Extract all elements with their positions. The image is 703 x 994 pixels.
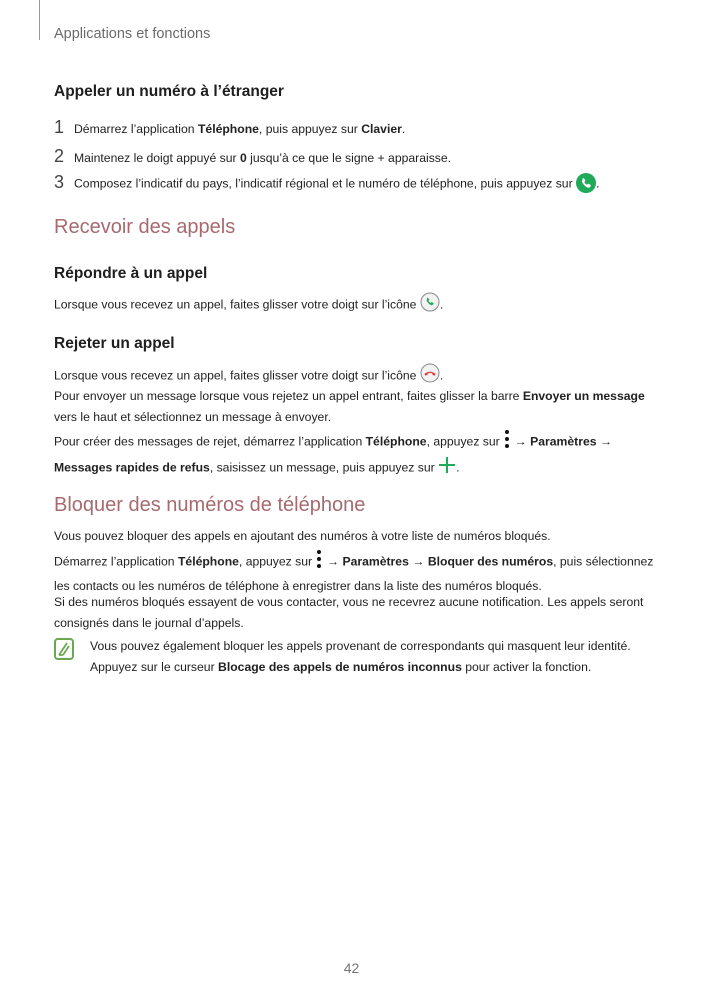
heading-block-numbers: Bloquer des numéros de téléphone xyxy=(54,494,366,516)
running-header: Applications et fonctions xyxy=(54,26,211,42)
block-intro-text: Vous pouvez bloquer des appels en ajoutant des numéros à votre liste de numéros bloqués. xyxy=(54,529,551,543)
answer-call-text: Lorsque vous recevez un appel, faites glisser votre doigt sur l’icône . xyxy=(54,292,654,319)
add-icon xyxy=(438,456,456,481)
create-reject-messages-text: Pour créer des messages de rejet, démarrez l’application Téléphone, appuyez sur → Paramètres → Messages rapides de refus, saisissez un message, puis appuyez sur . xyxy=(54,429,654,480)
page-number: 42 xyxy=(343,960,360,976)
block-notification-text: Si des numéros bloqués essayent de vous contacter, vous ne recevrez aucune notification. Les appels seront consignés dans le journal d’appels. xyxy=(54,595,644,630)
step-2: 2 Maintenez le doigt appuyé sur 0 jusqu’à ce que le signe + apparaisse. xyxy=(54,146,452,166)
step-1: 1 Démarrez l’application Téléphone, puis appuyez sur Clavier. xyxy=(54,117,406,137)
heading-answer-call: Répondre à un appel xyxy=(54,265,208,282)
note-pencil-icon xyxy=(54,638,74,665)
answer-call-icon xyxy=(420,292,440,319)
note-text: Vous pouvez également bloquer les appels provenant de correspondants qui masquent leur identité. Appuyez sur le curseur Blocage des appels de numéros inconnus pour activer la fonction. xyxy=(90,639,631,674)
reject-message-text: Pour envoyer un message lorsque vous rejetez un appel entrant, faites glisser la barre Envoyer un message vers le haut et sélectionnez un message à envoyer. xyxy=(54,389,645,424)
call-button-icon xyxy=(576,173,596,196)
heading-receive-calls: Recevoir des appels xyxy=(54,216,236,238)
more-options-icon xyxy=(503,429,511,456)
reject-call-text: Lorsque vous recevez un appel, faites glisser votre doigt sur l’icône . xyxy=(54,363,654,390)
heading-call-abroad: Appeler un numéro à l’étranger xyxy=(54,83,284,100)
block-steps-text: Démarrez l’application Téléphone, appuyez sur → Paramètres → Bloquer des numéros, puis sélectionnez les contacts ou les numéros de téléphone à enregistrer dans la liste des numéros bloqués. xyxy=(54,549,654,596)
margin-rule xyxy=(39,0,40,40)
step-3: 3 Composez l’indicatif du pays, l’indicatif régional et le numéro de téléphone, puis appuyez sur . xyxy=(54,172,599,196)
heading-reject-call: Rejeter un appel xyxy=(54,335,175,352)
